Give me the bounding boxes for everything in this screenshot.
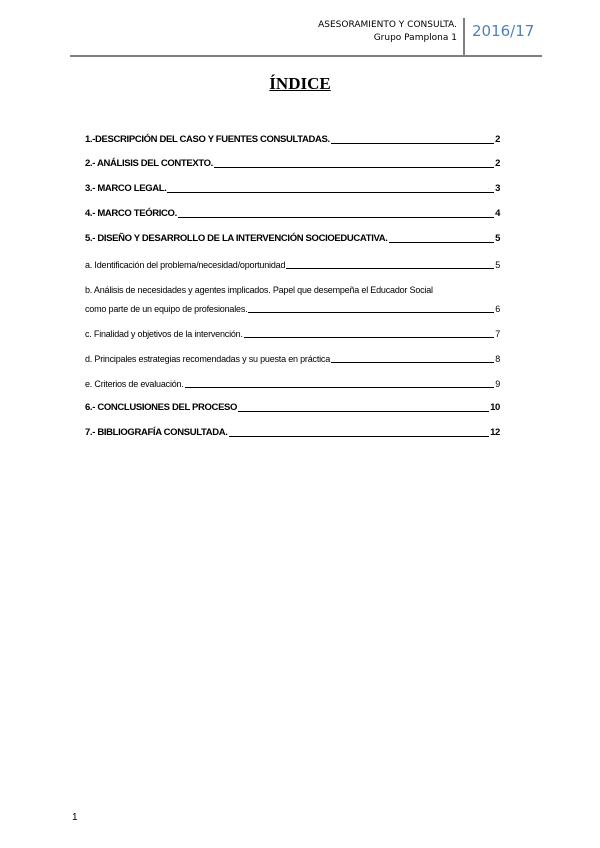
toc-entry-label: como parte de un equipo de profesionales.	[85, 304, 248, 314]
toc-entry[interactable]	[85, 183, 500, 195]
toc-leader	[229, 436, 490, 437]
toc-entry-page: 9	[495, 379, 500, 389]
toc-leader	[244, 337, 494, 338]
toc-entry[interactable]	[85, 134, 500, 146]
toc-entry-label: 1.-DESCRIPCIÓN DEL CASO Y FUENTES CONSULTADAS.	[85, 134, 330, 145]
toc-entry-page: 10	[490, 402, 500, 413]
toc-entry-label: 3.- MARCO LEGAL.	[85, 183, 167, 194]
toc-entry-page: 3	[495, 183, 500, 194]
toc-leader	[238, 411, 489, 412]
toc-entry[interactable]	[85, 378, 500, 390]
page-title: ÍNDICE	[269, 74, 331, 93]
header-course: ASESORAMIENTO Y CONSULTA.	[318, 20, 457, 30]
toc-entry-page: 4	[495, 208, 500, 219]
toc-entry-page: 5	[495, 260, 500, 270]
toc-entry[interactable]	[85, 328, 500, 340]
toc-entry-label: c. Finalidad y objetivos de la intervención.	[85, 329, 243, 339]
toc-entry[interactable]	[85, 158, 500, 170]
header-text	[318, 19, 457, 45]
toc-leader	[248, 312, 494, 313]
toc-entry-label: d. Principales estrategias recomendadas y su puesta en práctica	[85, 354, 331, 364]
header-year: 2016/17	[472, 22, 535, 40]
toc-entry-page: 7	[495, 329, 500, 339]
toc-entry[interactable]	[85, 353, 500, 365]
toc-entry-page: 5	[495, 233, 500, 244]
toc-entry-page: 12	[490, 427, 500, 438]
toc-entry-label: 4.- MARCO TEÓRICO.	[85, 208, 177, 219]
toc-leader	[178, 217, 494, 218]
toc-entry-label: a. Identificación del problema/necesidad/oportunidad	[85, 260, 286, 270]
toc-entry-label: 5.- DISEÑO Y DESARROLLO DE LA INTERVENCIÓN SOCIOEDUCATIVA.	[85, 233, 388, 244]
toc-entry[interactable]	[85, 233, 500, 245]
toc-entry-page: 8	[495, 354, 500, 364]
toc-entry-label: 6.- CONCLUSIONES DEL PROCESO	[85, 402, 238, 413]
toc-entry[interactable]	[85, 427, 500, 439]
toc-entry-page: 2	[495, 158, 500, 169]
toc-entry-label: 2.- ANÁLISIS DEL CONTEXTO.	[85, 158, 213, 169]
toc-leader	[214, 167, 494, 168]
toc-entry[interactable]	[85, 259, 500, 271]
toc-leader	[331, 143, 494, 144]
toc-leader	[286, 268, 494, 269]
toc-entry-page: 2	[495, 134, 500, 145]
toc-entry[interactable]	[85, 303, 500, 315]
toc-leader	[389, 242, 495, 243]
toc-entry-page: 6	[495, 304, 500, 314]
toc-leader	[167, 192, 494, 193]
toc-entry[interactable]	[85, 402, 500, 414]
header-group: Grupo Pamplona 1	[373, 33, 457, 43]
toc-entry-label-line1: b. Análisis de necesidades y agentes implicados. Papel que desempeña el Educador Social	[85, 285, 433, 295]
toc-leader	[185, 387, 495, 388]
header-rule	[70, 55, 542, 57]
toc-entry-label: e. Criterios de evaluación.	[85, 379, 184, 389]
page-number: 1	[72, 812, 78, 823]
toc-entry-label: 7.- BIBLIOGRAFÍA CONSULTADA.	[85, 427, 228, 438]
toc-leader	[331, 362, 494, 363]
toc-entry[interactable]	[85, 208, 500, 220]
header-divider	[463, 18, 465, 56]
